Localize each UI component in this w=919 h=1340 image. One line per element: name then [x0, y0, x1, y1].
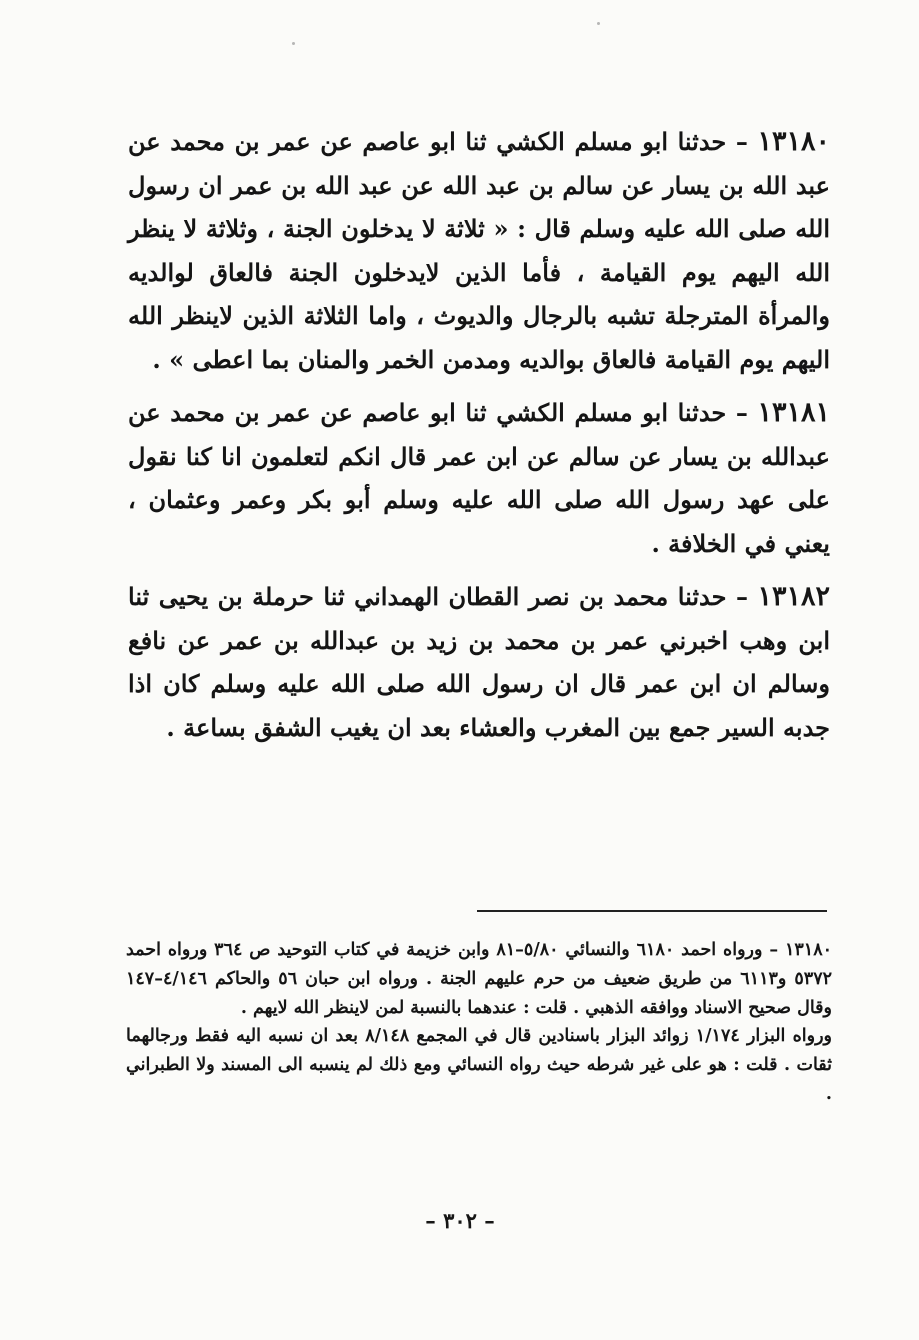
footnote: ورواه البزار ١/١٧٤ زوائد البزار باسنادين قال في المجمع ٨/١٤٨ بعد ان نسبه اليه فقط ورجالهما ثقات . قلت : هو على غير شرطه حيث رواه النسائي ومع ذلك لم ينسبه الى المسند ولا الطبراني . [126, 1026, 833, 1104]
footnotes [126, 936, 832, 1109]
hadith-13182 [128, 575, 830, 749]
hadith-number: ١٣١٨٢ [757, 581, 830, 612]
hadith-number: ١٣١٨١ [757, 397, 830, 428]
hadith-number: ١٣١٨٠ [757, 126, 830, 157]
main-text [128, 120, 830, 759]
footnote-divider [477, 910, 827, 912]
scan-speck [597, 22, 600, 25]
hadith-text: – حدثنا ابو مسلم الكشي ثنا ابو عاصم عن عمر بن محمد عن عبد الله بن يسار عن سالم بن عبد الله عن عبد الله بن عمر ان رسول الله صلى الله عليه وسلم قال : « ثلاثة لا يدخلون الجنة ، وثلاثة لا ينظر الله اليهم يوم القيامة ، فأما الذين لايدخلون الجنة فالعاق لوالديه والمرأة المترجلة تشبه بالرجال والديوث ، واما الثلاثة الذين لاينظر الله اليهم يوم القيامة فالعاق بوالديه ومدمن الخمر والمنان بما اعطى » . [128, 127, 831, 374]
hadith-13181 [128, 391, 830, 565]
hadith-13180 [128, 120, 830, 381]
hadith-text: – حدثنا محمد بن نصر القطان الهمداني ثنا حرملة بن يحيى ثنا ابن وهب اخبرني عمر بن محمد بن زيد بن عبدالله بن عمر عن نافع وسالم ان ابن عمر قال ان رسول الله صلى الله عليه وسلم كان اذا جدبه السير جمع بين المغرب والعشاء بعد ان يغيب الشفق بساعة . [128, 582, 830, 742]
footnote: ١٣١٨٠ – ورواه احمد ٦١٨٠ والنسائي ٥/٨٠–٨١ وابن خزيمة في كتاب التوحيد ص ٣٦٤ ورواه احمد ٥٣٧٢ و٦١١٣ من طريق ضعيف من حرم عليهم الجنة . ورواه ابن حبان ٥٦ والحاكم ٤/١٤٦–١٤٧ وقال صحيح الاسناد ووافقه الذهبي . قلت : عندهما بالنسبة لمن لاينظر الله لايهم . [126, 940, 832, 1018]
page-number: – ٣٠٢ – [425, 1208, 495, 1233]
scan-speck [292, 42, 295, 45]
hadith-text: – حدثنا ابو مسلم الكشي ثنا ابو عاصم عن عمر بن محمد عن عبدالله بن يسار عن سالم عن ابن عمر قال انكم لتعلمون انا كنا نقول على عهد رسول الله صلى الله عليه وسلم أبو بكر وعمر وعثمان ، يعني في الخلافة . [128, 398, 830, 558]
